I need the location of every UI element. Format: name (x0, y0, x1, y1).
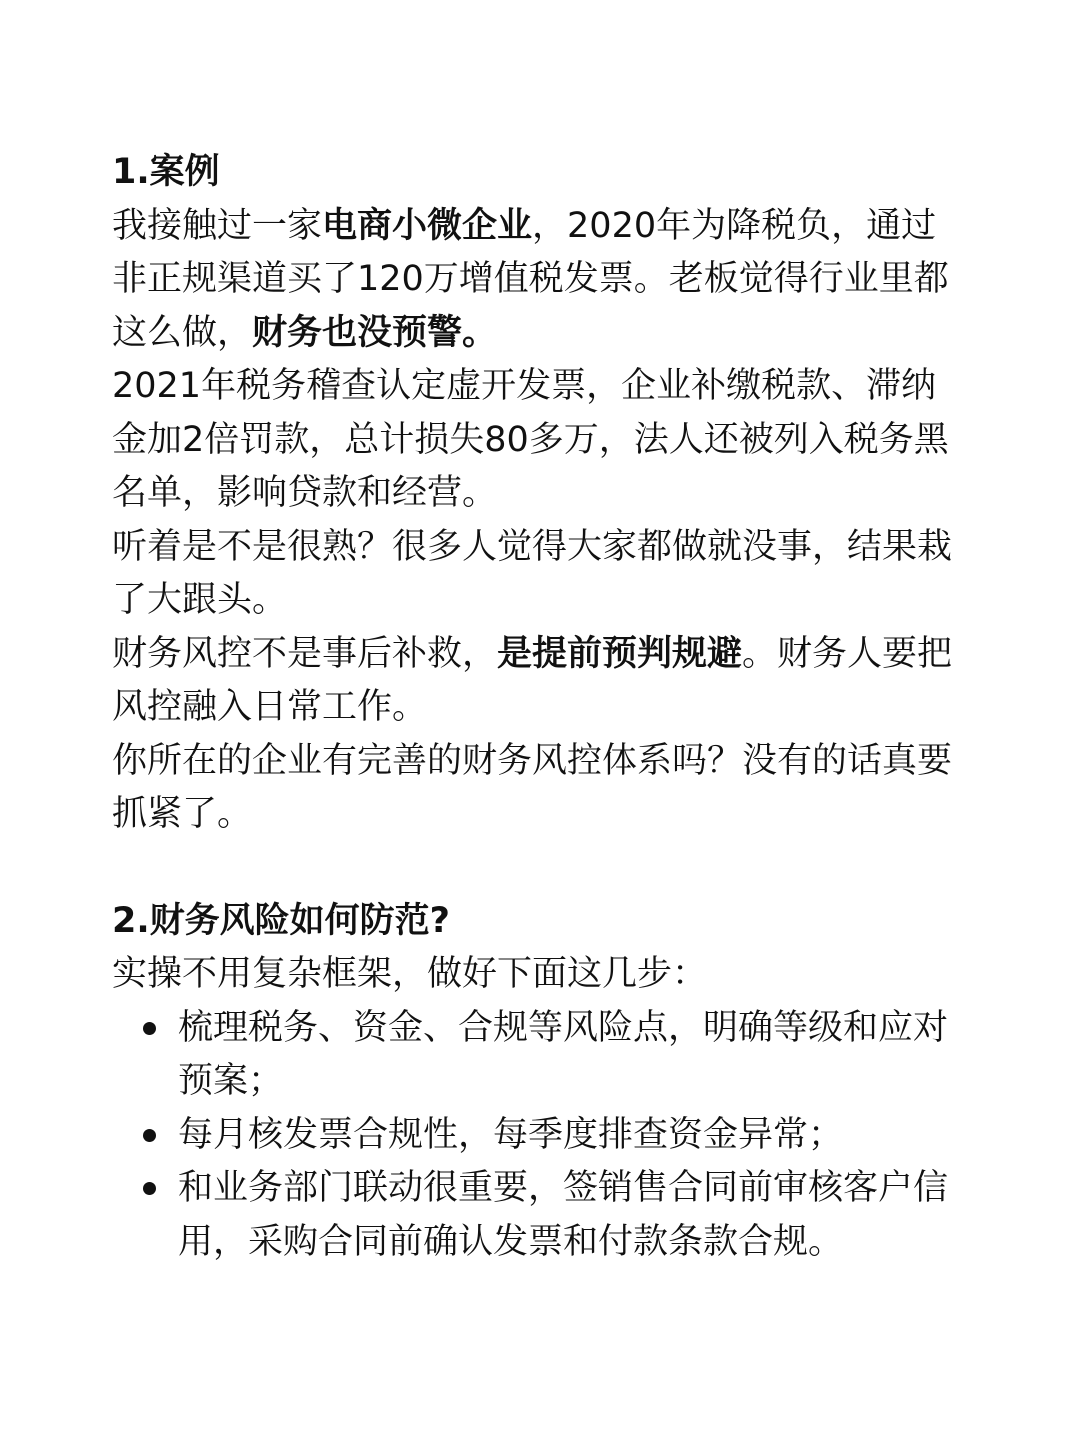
case-p4-text-c: 。财务人要把风控融入日常工作。 (112, 633, 953, 727)
list-item-text: 和业务部门联动很重要，签销售合同前审核客户信用，采购合同前确认发票和付款条款合规。 (178, 1168, 949, 1262)
section-1-heading: 1.案例 (112, 152, 220, 192)
case-paragraph-4 (112, 628, 970, 735)
case-p1-bold-warning: 财务也没预警。 (252, 312, 498, 353)
prevention-intro: 实操不用复杂框架，做好下面这几步： (112, 954, 708, 994)
case-paragraph-3: 听着是不是很熟？很多人觉得大家都做就没事，结果栽了大跟头。 (112, 526, 953, 620)
bullet-dot-icon (143, 1182, 156, 1195)
case-p4-text-a: 财务风控不是事后补救， (112, 633, 498, 674)
bullet-dot-icon (143, 1129, 156, 1142)
case-paragraph-1 (112, 200, 970, 361)
case-p1-text-a: 我接触过一家 (112, 205, 323, 246)
case-p1-bold-company: 电商小微企业 (322, 205, 533, 246)
list-item (112, 1162, 970, 1269)
case-paragraph-2: 2021年税务稽查认定虚开发票，企业补缴税款、滞纳金加2倍罚款，总计损失80多万，法人还被列入税务黑名单，影响贷款和经营。 (112, 366, 949, 513)
case-p4-bold-prevent: 是提前预判规避 (497, 633, 743, 674)
section-2-heading: 2.财务风险如何防范? (112, 900, 450, 941)
case-paragraph-5: 你所在的企业有完善的财务风控体系吗？没有的话真要抓紧了。 (112, 740, 953, 834)
list-item-text: 每月核发票合规性，每季度排查资金异常； (178, 1114, 844, 1155)
section-spacer (112, 842, 970, 895)
list-item (112, 1109, 970, 1163)
document-body (112, 146, 970, 1269)
bullet-dot-icon (143, 1022, 156, 1035)
list-item-text: 梳理税务、资金、合规等风险点，明确等级和应对预案； (178, 1007, 949, 1101)
prevention-steps-list (112, 1002, 970, 1270)
case-p1-text-c: ，2020年为降税负，通过非正规渠道买了120万增值税发票。老板觉得行业里都这么做， (112, 205, 949, 353)
list-item (112, 1002, 970, 1109)
